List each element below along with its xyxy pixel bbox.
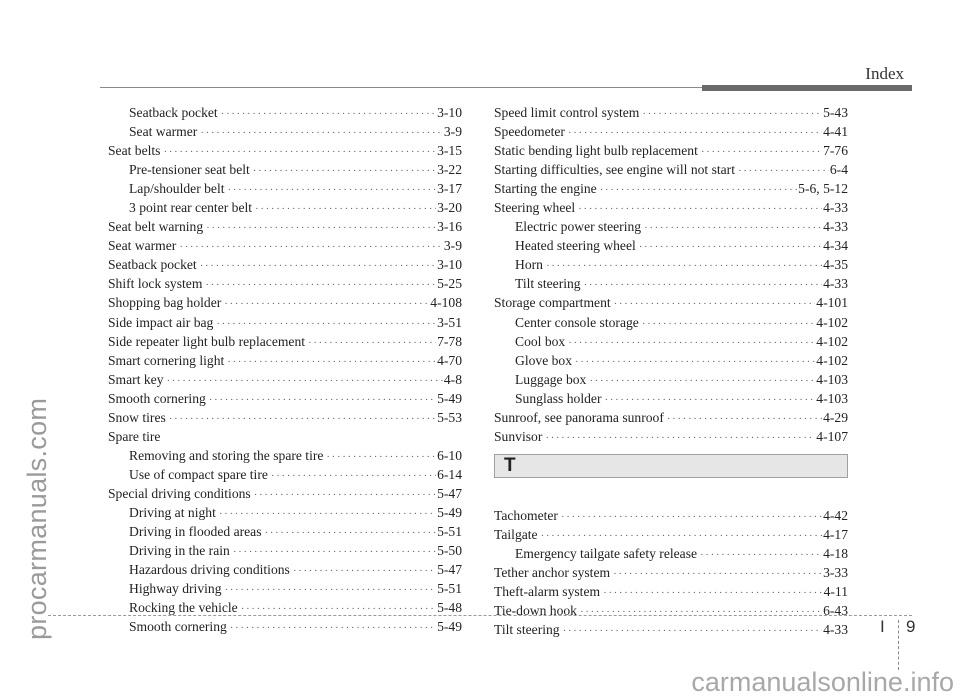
entry-label: Removing and storing the spare tire: [129, 447, 324, 463]
entry-page-ref: 5-43: [823, 105, 848, 120]
dot-leader: [265, 524, 437, 541]
entry-label: Use of compact spare tire: [129, 466, 268, 482]
index-entry: [108, 122, 462, 141]
entry-label: Electric power steering: [515, 219, 642, 235]
entry-page-ref: 4-102: [816, 352, 848, 368]
entry-label: Luggage box: [515, 371, 587, 387]
entry-page-ref: 5-53: [437, 409, 462, 425]
index-entry: [108, 427, 462, 446]
index-entry: [108, 179, 462, 198]
dot-leader: [219, 505, 436, 522]
entry-page-ref: 3-51: [437, 314, 462, 330]
entry-label: Rocking the vehicle: [129, 600, 238, 616]
entry-page-ref: 4-33: [823, 276, 848, 292]
entry-label: Special driving conditions: [108, 485, 251, 501]
entry-page-ref: 4-102: [816, 314, 848, 330]
index-entry: [108, 560, 462, 579]
entry-label: Theft-alarm system: [494, 584, 601, 600]
entry-label: Hazardous driving conditions: [129, 562, 290, 578]
dot-leader: [541, 527, 822, 544]
entry-label: Driving in the rain: [129, 543, 230, 559]
index-entry: [494, 122, 848, 141]
index-entry: [108, 541, 462, 560]
dot-leader: [200, 257, 436, 274]
side-watermark: procarmanuals.com: [22, 397, 52, 640]
dot-leader: [205, 276, 436, 293]
entry-page-ref: 4-17: [823, 526, 848, 542]
index-entry: [108, 617, 462, 636]
dot-leader: [206, 219, 436, 236]
entry-label: Driving in flooded areas: [129, 524, 262, 540]
entry-page-ref: 4-70: [437, 352, 462, 368]
entry-page-ref: 3-9: [443, 124, 462, 140]
entry-page-ref: 6-4: [829, 162, 848, 178]
dot-leader: [575, 353, 815, 370]
entry-label: Seat belt warning: [108, 219, 204, 235]
entry-label: Seatback pocket: [129, 105, 218, 120]
entry-label: Smart cornering light: [108, 352, 225, 368]
index-entry: [108, 389, 462, 408]
index-entry: [108, 332, 462, 351]
index-entry: [494, 370, 848, 389]
index-entry: [494, 544, 848, 563]
entry-page-ref: 3-33: [823, 564, 848, 580]
t-entry-list: [494, 506, 848, 639]
dot-leader: [644, 219, 822, 236]
index-entry: [494, 601, 848, 620]
dot-leader: [738, 162, 829, 179]
entry-page-ref: 5-6, 5-12: [798, 181, 848, 197]
entry-page-ref: 5-47: [437, 562, 462, 578]
dot-leader: [254, 486, 436, 503]
entry-page-ref: 4-33: [823, 200, 848, 216]
index-entry: [108, 370, 462, 389]
index-entry: [108, 103, 462, 122]
dot-leader: [230, 619, 436, 636]
dot-leader: [642, 315, 815, 332]
entry-page-ref: 4-103: [816, 390, 848, 406]
entry-label: Smart key: [108, 371, 164, 387]
index-entry: [494, 141, 848, 160]
entry-page-ref: 4-108: [430, 295, 462, 311]
dot-leader: [700, 546, 822, 563]
index-entry: [108, 313, 462, 332]
index-entry: [108, 198, 462, 217]
index-entry: [494, 179, 848, 198]
index-entry: [494, 389, 848, 408]
index-entry: [108, 141, 462, 160]
entry-page-ref: 6-10: [437, 447, 462, 463]
entry-page-ref: 4-33: [823, 219, 848, 235]
index-entry: [494, 160, 848, 179]
dot-leader: [308, 334, 436, 351]
entry-page-ref: 4-29: [823, 409, 848, 425]
entry-label: Starting the engine: [494, 181, 597, 197]
index-entry: [108, 217, 462, 236]
page-title: Index: [865, 64, 904, 83]
entry-page-ref: 3-9: [443, 238, 462, 254]
dot-leader: [639, 238, 822, 255]
index-entry: [108, 255, 462, 274]
dot-leader: [546, 257, 822, 274]
entry-label: Sunglass holder: [515, 390, 602, 406]
dot-leader: [221, 105, 436, 122]
entry-page-ref: 3-20: [437, 200, 462, 216]
index-entry: [108, 484, 462, 503]
dot-leader: [613, 565, 822, 582]
entry-label: Static bending light bulb replacement: [494, 143, 698, 159]
dot-leader: [225, 581, 437, 598]
entry-page-ref: 5-49: [437, 390, 462, 406]
index-entry: [108, 274, 462, 293]
index-entry: [494, 620, 848, 639]
entry-page-ref: 5-49: [437, 504, 462, 520]
index-entry: [494, 236, 848, 255]
entry-label: Starting difficulties, see engine will not start: [494, 162, 735, 178]
entry-page-ref: 4-107: [816, 428, 848, 444]
entry-page-ref: 4-42: [823, 507, 848, 523]
index-entry: [494, 293, 848, 312]
entry-label: Seat warmer: [108, 238, 177, 254]
entry-page-ref: 5-51: [437, 581, 462, 597]
index-entry: [108, 236, 462, 255]
entry-label: Cool box: [515, 333, 566, 349]
entry-label: Sunvisor: [494, 428, 543, 444]
entry-label: Emergency tailgate safety release: [515, 545, 698, 561]
entry-label: Center console storage: [515, 314, 639, 330]
entry-label: Pre-tensioner seat belt: [129, 162, 250, 178]
index-entry: [108, 160, 462, 179]
entry-page-ref: 4-11: [823, 584, 848, 600]
dot-leader: [563, 622, 822, 639]
entry-label: Tie-down hook: [494, 603, 577, 619]
dot-leader: [216, 315, 436, 332]
dot-leader: [584, 276, 822, 293]
entry-page-ref: 5-49: [437, 619, 462, 635]
entry-label: Seatback pocket: [108, 257, 197, 273]
index-entry: [108, 446, 462, 465]
index-column-right: [494, 103, 848, 639]
section-header-t: [494, 454, 848, 478]
entry-label: Side impact air bag: [108, 314, 214, 330]
entry-page-ref: 5-51: [437, 524, 462, 540]
entry-label: Side repeater light bulb replacement: [108, 333, 306, 349]
entry-label: Glove box: [515, 352, 573, 368]
dot-leader: [255, 200, 436, 217]
entry-label: Storage compartment: [494, 295, 611, 311]
dot-leader: [600, 181, 797, 198]
entry-label: Tilt steering: [494, 622, 560, 638]
entry-page-ref: 3-16: [437, 219, 462, 235]
dot-leader: [578, 200, 822, 217]
index-entry: [108, 579, 462, 598]
right-entry-list: [494, 103, 848, 446]
entry-label: Speedometer: [494, 124, 565, 140]
entry-label: Tilt steering: [515, 276, 581, 292]
entry-page-ref: 3-17: [437, 181, 462, 197]
dot-leader: [603, 584, 823, 601]
entry-page-ref: 7-78: [437, 333, 462, 349]
entry-page-ref: 5-25: [437, 276, 462, 292]
entry-page-ref: 5-47: [437, 485, 462, 501]
entry-label: Shift lock system: [108, 276, 203, 292]
entry-page-ref: 5-50: [437, 543, 462, 559]
dot-leader: [169, 410, 436, 427]
index-entry: [108, 408, 462, 427]
entry-label: Driving at night: [129, 504, 216, 520]
entry-label: Tether anchor system: [494, 564, 611, 580]
index-entry: [494, 506, 848, 525]
index-column-left: [108, 103, 462, 636]
entry-label: Seat belts: [108, 143, 161, 159]
section-index-letter: I: [880, 617, 885, 636]
header-bar: [702, 85, 912, 91]
dot-leader: [209, 391, 436, 408]
dot-leader: [642, 105, 822, 122]
dot-leader: [580, 603, 822, 620]
entry-page-ref: 5-48: [437, 600, 462, 616]
entry-label: Steering wheel: [494, 200, 576, 216]
index-entry: [494, 351, 848, 370]
entry-label: Spare tire: [108, 428, 161, 444]
entry-label: Speed limit control system: [494, 105, 640, 120]
index-entry: [494, 525, 848, 544]
entry-page-ref: 4-8: [443, 371, 462, 387]
dot-leader: [326, 448, 436, 465]
entry-label: Seat warmer: [129, 124, 198, 140]
entry-page-ref: 3-22: [437, 162, 462, 178]
index-entry: [108, 465, 462, 484]
dot-leader: [545, 429, 815, 446]
dot-leader: [233, 543, 436, 560]
entry-label: Smooth cornering: [108, 390, 206, 406]
entry-page-ref: 4-34: [823, 238, 848, 254]
dot-leader: [200, 124, 443, 141]
entry-page-ref: 3-15: [437, 143, 462, 159]
index-entry: [494, 332, 848, 351]
dot-leader: [167, 372, 443, 389]
dot-leader: [224, 295, 429, 312]
dot-leader: [614, 295, 816, 312]
dot-leader: [568, 124, 822, 141]
entry-page-ref: 4-41: [823, 124, 848, 140]
entry-label: Sunroof, see panorama sunroof: [494, 409, 664, 425]
index-entry: [108, 503, 462, 522]
dot-leader: [228, 181, 437, 198]
dot-leader: [271, 467, 436, 484]
entry-label: 3 point rear center belt: [129, 200, 253, 216]
entry-label: Snow tires: [108, 409, 166, 425]
entry-page-ref: 3-10: [437, 257, 462, 273]
entry-label: Tachometer: [494, 507, 558, 523]
entry-page-ref: 4-102: [816, 333, 848, 349]
index-entry: [494, 408, 848, 427]
entry-page-ref: 4-35: [823, 257, 848, 273]
dot-leader: [561, 508, 822, 525]
entry-label: Heated steering wheel: [515, 238, 636, 254]
dot-leader: [568, 334, 815, 351]
index-entry: [494, 255, 848, 274]
index-entry: [494, 198, 848, 217]
entry-page-ref: 7-76: [823, 143, 848, 159]
entry-page-ref: 6-43: [823, 603, 848, 619]
entry-label: Smooth cornering: [129, 619, 227, 635]
dot-leader: [604, 391, 815, 408]
dot-leader: [179, 238, 443, 255]
index-entry: [494, 563, 848, 582]
footer-rule: [48, 615, 912, 616]
bottom-watermark: carmanualsonline.info: [691, 667, 954, 697]
index-entry: [494, 217, 848, 236]
dot-leader: [227, 353, 436, 370]
dot-leader: [667, 410, 822, 427]
entry-label: Lap/shoulder belt: [129, 181, 225, 197]
entry-page-ref: 4-103: [816, 371, 848, 387]
entry-page-ref: 4-101: [816, 295, 848, 311]
dot-leader: [163, 143, 436, 160]
entry-page-ref: 4-18: [823, 545, 848, 561]
entry-page-ref: 6-14: [437, 466, 462, 482]
entry-label: Tailgate: [494, 526, 538, 542]
section-letter: T: [504, 454, 516, 476]
index-entry: [494, 103, 848, 122]
entry-page-ref: 3-10: [437, 105, 462, 120]
entry-page-ref: 4-33: [823, 622, 848, 638]
dot-leader: [253, 162, 436, 179]
dot-leader: [701, 143, 822, 160]
dot-leader: [589, 372, 815, 389]
index-entry: [494, 427, 848, 446]
index-entry: [494, 274, 848, 293]
page-number-separator: [898, 620, 899, 670]
index-entry: [494, 582, 848, 601]
left-entry-list: [108, 103, 462, 636]
index-entry: [494, 313, 848, 332]
page-number-digit: 9: [906, 617, 916, 636]
entry-label: Shopping bag holder: [108, 295, 222, 311]
index-entry: [108, 293, 462, 312]
index-entry: [108, 522, 462, 541]
index-entry: [108, 351, 462, 370]
dot-leader: [293, 562, 436, 579]
entry-label: Horn: [515, 257, 543, 273]
entry-label: Highway driving: [129, 581, 222, 597]
